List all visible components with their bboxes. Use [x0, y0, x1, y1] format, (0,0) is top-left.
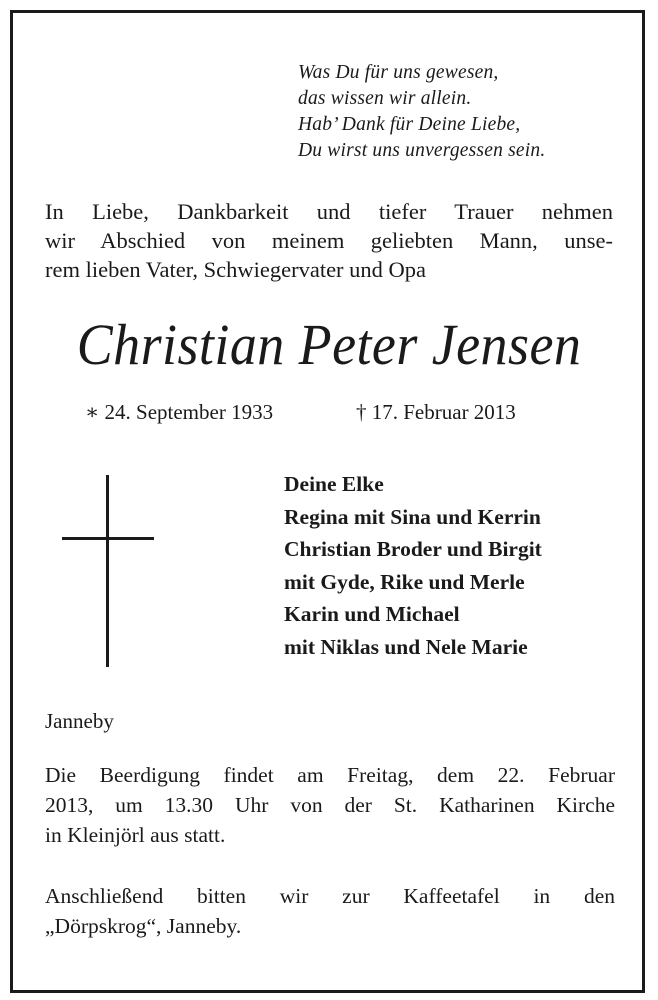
poem-line: Was Du für uns gewesen, [298, 62, 499, 83]
coffee-line: Anschließend bitten wir zur Kaffeetafel in den [45, 884, 615, 908]
funeral-line: Die Beerdigung findet am Freitag, dem 22. Februar [45, 763, 615, 787]
cross-horizontal-bar [62, 537, 154, 540]
family-line: Karin und Michael [284, 602, 460, 626]
poem-line: Hab’ Dank für Deine Liebe, [298, 114, 521, 135]
family-line: mit Gyde, Rike und Merle [284, 569, 525, 594]
family-line: Christian Broder und Birgit [284, 537, 542, 561]
intro-line: In Liebe, Dankbarkeit und tiefer Trauer nehmen [45, 199, 613, 224]
family-line: mit Niklas und Nele Marie [284, 634, 528, 659]
deceased-name: Christian Peter Jensen [76, 312, 582, 377]
place-name: Janneby [45, 709, 114, 733]
family-line: Regina mit Sina und Kerrin [284, 504, 541, 529]
cross-vertical-bar [106, 475, 109, 667]
intro-line: wir Abschied von meinem geliebten Mann, unse- [45, 228, 613, 253]
intro-text [45, 197, 613, 284]
funeral-line: in Kleinjörl aus statt. [45, 823, 226, 847]
family-list [284, 468, 542, 663]
intro-line: rem lieben Vater, Schwiegervater und Opa [45, 257, 427, 282]
family-line: Deine Elke [284, 472, 384, 496]
poem [298, 60, 545, 164]
death-date: † 17. Februar 2013 [356, 400, 516, 424]
coffee-line: „Dörpskrog“, Janneby. [45, 914, 242, 938]
funeral-info [45, 760, 615, 850]
birth-date: ∗ 24. September 1933 [85, 400, 274, 424]
coffee-info [45, 881, 615, 941]
poem-line: das wissen wir allein. [298, 88, 472, 109]
poem-line: Du wirst uns unvergessen sein. [298, 140, 546, 161]
funeral-line: 2013, um 13.30 Uhr von der St. Katharinen Kirche [45, 793, 615, 817]
